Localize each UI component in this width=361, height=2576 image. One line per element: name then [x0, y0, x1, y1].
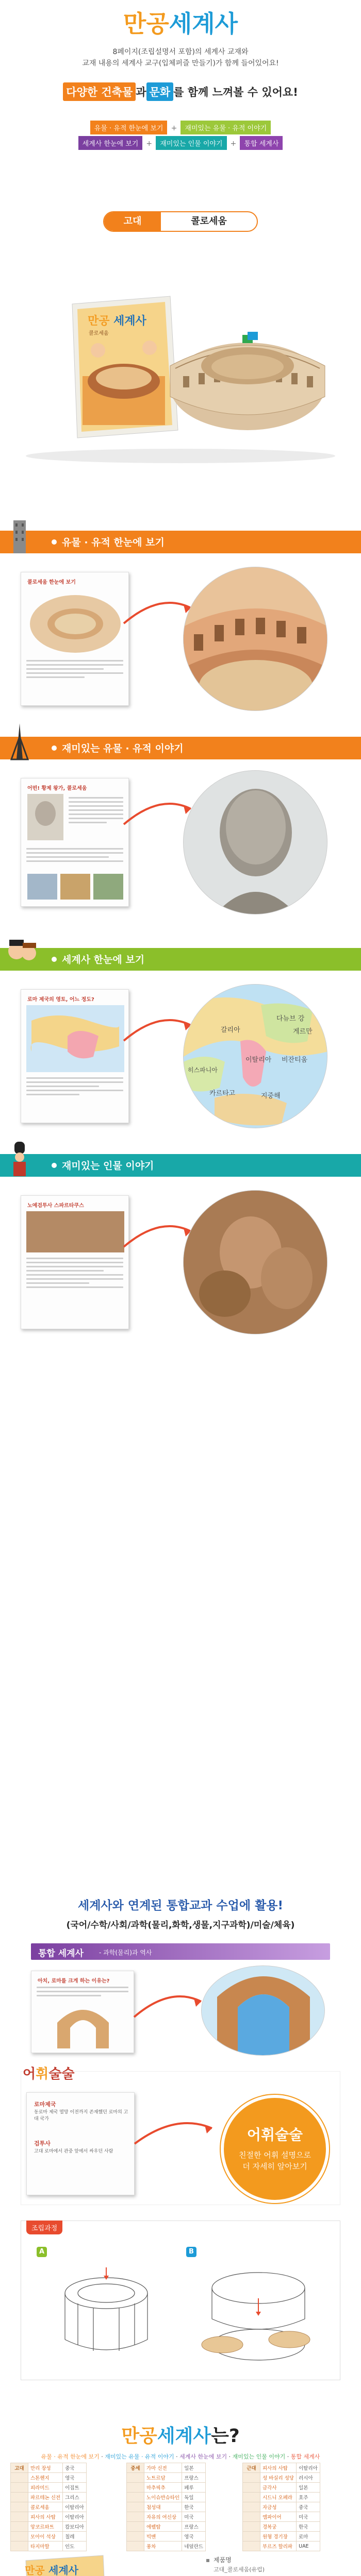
tag-integrated: 통합 세계사: [240, 136, 283, 150]
pointer-arrow-icon: [129, 1986, 206, 2027]
map-label-danube: 다뉴브 강: [276, 1015, 305, 1023]
spec-list: [206, 2555, 356, 2576]
relief-thumbnail: [26, 1211, 124, 1252]
table-row: [127, 2522, 206, 2532]
series-table-right: [242, 2463, 320, 2551]
table-cell-val: 이탈리아: [63, 2502, 87, 2512]
info-title-b: 세계사: [157, 2426, 211, 2447]
table-cell-val: 미국: [182, 2512, 206, 2522]
intro-text: [0, 46, 361, 69]
section-people-story: [0, 1185, 361, 1340]
table-cell-val: 영국: [63, 2473, 87, 2483]
integrated-bar-title: 통합 세계사: [38, 1948, 84, 1959]
table-cell-val: 러시아: [297, 2473, 320, 2483]
era-product-pill: [103, 211, 258, 232]
table-row: [11, 2512, 87, 2522]
map-label-carthage: 카르타고: [209, 1090, 236, 1097]
page-title: [0, 5, 361, 39]
tag-history-overview: 세계사 한눈에 보기: [78, 136, 143, 150]
table-cell-era: [11, 2532, 28, 2541]
table-row: [11, 2541, 87, 2551]
table-row: [127, 2483, 206, 2493]
bust-thumbnail: [27, 794, 63, 840]
table-row: [243, 2483, 320, 2493]
section-integrated: [0, 1965, 361, 2058]
arch-thumbnail: [52, 2002, 114, 2048]
spec-key: 제품명: [214, 2556, 232, 2564]
step-b-badge: B: [186, 2247, 196, 2257]
product-label: 콜로세움: [191, 216, 227, 227]
table-cell-era: [127, 2541, 144, 2551]
table-cell-cat: 에펠탑: [144, 2522, 182, 2532]
assembly-diagram-b: [186, 2262, 331, 2370]
table-cell-era: [243, 2532, 260, 2541]
text-lines: [69, 797, 123, 826]
text-lines: [26, 848, 123, 865]
book-page: [21, 778, 129, 907]
table-row: [243, 2473, 320, 2483]
section-band-people-story: [0, 1139, 361, 1180]
intro-line2: 교재 내용의 세계사 교구(입체퍼즐 만들기)가 함께 들어있어요!: [82, 59, 279, 67]
arch-illustration: [202, 1966, 325, 2056]
table-row: [127, 2541, 206, 2551]
table-cell-cat: 피사의 사탑: [260, 2463, 297, 2473]
title-part1: 만공: [123, 10, 169, 38]
table-cell-val: 독일: [182, 2493, 206, 2502]
table-cell-cat: 만리 장성: [28, 2463, 63, 2473]
table-row: [127, 2512, 206, 2522]
text-lines: [26, 1077, 123, 1098]
band-dot: [52, 1163, 57, 1168]
table-cell-cat: 엠파이어: [260, 2512, 297, 2522]
text-lines: [26, 1258, 123, 1291]
tagline-chip-architecture: 다양한 건축물: [63, 82, 136, 101]
photo-strip: [27, 874, 123, 900]
assembly-diagram-a: [37, 2262, 176, 2370]
eiffel-tower-icon: [4, 721, 35, 762]
table-row: [243, 2502, 320, 2512]
product-hero: [0, 247, 361, 505]
section-history-overview: [0, 979, 361, 1133]
table-row: [243, 2522, 320, 2532]
assembly-section: [21, 2221, 340, 2380]
integrated-history-bar: [31, 1943, 330, 1960]
table-cell-cat: 모아이 석상: [28, 2532, 63, 2541]
zoom-circle: [183, 567, 327, 711]
table-row: [127, 2463, 206, 2473]
table-row: [127, 2532, 206, 2541]
table-cell-era: [11, 2483, 28, 2493]
table-row: [11, 2522, 87, 2532]
table-cell-cat: 피사의 사탑: [28, 2512, 63, 2522]
table-row: [11, 2463, 87, 2473]
vocab-title-pre: 어: [23, 2066, 36, 2082]
table-cell-era: [11, 2502, 28, 2512]
table-cell-era: [127, 2502, 144, 2512]
legend-item: 재미있는 인물 이야기: [232, 2453, 286, 2460]
guard-icon: [4, 1139, 35, 1180]
step-a-badge: A: [37, 2247, 47, 2257]
table-cell-val: 중국: [63, 2463, 87, 2473]
series-table-mid: [126, 2463, 206, 2551]
tag-row-2: [0, 135, 361, 151]
zoom-circle-map: [183, 984, 327, 1128]
table-row: [127, 2502, 206, 2512]
table-cell-cat: 마추픽추: [144, 2483, 182, 2493]
tag-plus: +: [146, 140, 153, 148]
book-page: [26, 2092, 135, 2195]
band-dot: [52, 745, 57, 751]
map-label-german: 게르만: [293, 1028, 313, 1036]
table-cell-cat: 스톤헨지: [28, 2473, 63, 2483]
table-cell-cat: 피라미드: [28, 2483, 63, 2493]
table-row: [11, 2473, 87, 2483]
table-cell-val: 이탈리아: [63, 2512, 87, 2522]
legend-item: 통합 세계사: [290, 2453, 320, 2460]
table-cell-era: [127, 2512, 144, 2522]
table-cell-era: 고대: [11, 2463, 28, 2473]
vocab-highlight-circle: [221, 2095, 329, 2203]
map-label-byzantium: 비잔티움: [282, 1056, 308, 1064]
table-row: [127, 2493, 206, 2502]
table-cell-cat: 성 바실리 성당: [260, 2473, 297, 2483]
info-title-a: 만공: [121, 2426, 157, 2447]
table-cell-era: [11, 2493, 28, 2502]
table-row: [243, 2532, 320, 2541]
table-cell-era: [243, 2522, 260, 2532]
vocab-item1-title: 로마제국: [34, 2101, 56, 2108]
table-cell-val: 그리스: [63, 2493, 87, 2502]
table-cell-val: 한국: [297, 2522, 320, 2532]
table-cell-cat: 시드니 오페라: [260, 2493, 297, 2502]
integrated-bar-subtitle: - 과학(물리)과 역사: [99, 1949, 152, 1956]
table-cell-cat: 원형 경기장: [260, 2532, 297, 2541]
intro-line1: 8페이지(조립설명서 포함)의 세계사 교재와: [112, 48, 249, 56]
table-cell-val: 일본: [297, 2483, 320, 2493]
tower-icon: [4, 515, 35, 556]
zoom-circle-relief: [183, 1190, 327, 1334]
info-title-c: 는?: [211, 2426, 240, 2447]
table-cell-era: [127, 2522, 144, 2532]
series-table-left: [10, 2463, 87, 2551]
table-row: [11, 2483, 87, 2493]
table-cell-val: 캄보디아: [63, 2522, 87, 2532]
table-cell-era: [243, 2493, 260, 2502]
table-cell-val: 이집트: [63, 2483, 87, 2493]
section-label: 재미있는 인물 이야기: [62, 1160, 154, 1172]
table-cell-val: 호주: [297, 2493, 320, 2502]
table-cell-era: 근대: [243, 2463, 260, 2473]
table-row: [11, 2493, 87, 2502]
vocab-item1-text: 동로마 제국 멸망 이전까지 존재했던 로마의 고대 국가: [34, 2110, 128, 2122]
section-label: 세계사 한눈에 보기: [62, 954, 145, 965]
book-page: [21, 989, 129, 1123]
vocab-circle-line2: 더 자세히 알아보기: [242, 2162, 307, 2171]
info-title: [0, 2421, 361, 2448]
table-row: [243, 2512, 320, 2522]
table-cell-val: 인도: [63, 2541, 87, 2551]
integration-subjects: (국어/수학/사회/과학(물리,화학,생물,지구과학)/미술/체육): [66, 1920, 295, 1930]
table-cell-val: 칠레: [63, 2532, 87, 2541]
table-cell-era: [127, 2493, 144, 2502]
table-cell-cat: 금각사: [260, 2483, 297, 2493]
vocab-title-highlight: 휘: [36, 2066, 49, 2082]
tagline-end: 를 함께 느껴볼 수 있어요!: [173, 86, 298, 98]
section-band-relics-overview: [0, 515, 361, 556]
book-page: [21, 572, 129, 706]
book-page-title: 콜로세움 한눈에 보기: [27, 580, 76, 585]
table-cell-era: [243, 2483, 260, 2493]
table-cell-val: 이탈리아: [297, 2463, 320, 2473]
table-cell-val: 페루: [182, 2483, 206, 2493]
table-cell-cat: 타지마할: [28, 2541, 63, 2551]
table-cell-cat: 가마 신전: [144, 2463, 182, 2473]
box-title-1: 만공: [88, 315, 110, 328]
table-cell-era: [11, 2522, 28, 2532]
vocab-title: [23, 2063, 74, 2082]
book-page: [21, 1195, 129, 1329]
book-page-illustration: [26, 588, 124, 655]
table-row: [243, 2463, 320, 2473]
tag-relics-overview: 유물 · 유적 한눈에 보기: [90, 121, 168, 134]
tagline-chip-culture: 문화: [146, 82, 174, 101]
table-cell-val: 일본: [182, 2463, 206, 2473]
relief-illustration: [184, 1191, 327, 1334]
vocab-title-post: 술술: [48, 2066, 75, 2082]
table-cell-cat: 앙코르와트: [28, 2522, 63, 2532]
box-title-2: 세계사: [113, 315, 146, 328]
table-cell-cat: 자금성: [260, 2502, 297, 2512]
bust-illustration: [184, 771, 327, 914]
table-cell-era: 중세: [127, 2463, 144, 2473]
box-subtitle: 콜로세움: [89, 331, 109, 336]
table-row: [243, 2493, 320, 2502]
map-label-gallia: 갈리아: [221, 1026, 240, 1034]
zoom-circle-arch: [201, 1965, 325, 2056]
section-band-relics-story: [0, 721, 361, 762]
text-lines: [37, 1987, 128, 1999]
map-illustration: [184, 985, 327, 1128]
spec-value: 고대_콜로세움(유럽): [214, 2566, 265, 2573]
table-cell-era: [11, 2541, 28, 2551]
tagline: [0, 82, 361, 101]
table-cell-cat: 경복궁: [260, 2522, 297, 2532]
vocab-item2-text: 고대 로마에서 관중 앞에서 싸우던 사람: [34, 2149, 113, 2154]
table-cell-val: 한국: [182, 2502, 206, 2512]
assembly-tag: 조립과정: [26, 2221, 62, 2234]
table-cell-cat: 콜로세움: [28, 2502, 63, 2512]
spec-row: [206, 2555, 356, 2573]
vocab-item2-title: 검투사: [34, 2140, 51, 2147]
section-relics-overview: [0, 562, 361, 716]
table-cell-val: 중국: [297, 2502, 320, 2512]
table-cell-val: 프랑스: [182, 2522, 206, 2532]
vocab-circle-line1: 친절한 어휘 설명으로: [239, 2150, 311, 2160]
table-cell-era: [11, 2512, 28, 2522]
book-page-title: 아치, 로마를 크게 하는 이유는?: [38, 1978, 110, 1984]
table-cell-cat: 노이슈반슈타인: [144, 2493, 182, 2502]
table-cell-val: 네덜란드: [182, 2541, 206, 2551]
integration-heading: 세계사와 연계된 통합교과 수업에 활용!: [77, 1899, 283, 1912]
tagline-mid: 과: [136, 86, 146, 98]
title-part2: 세계사: [169, 10, 238, 38]
tag-relics-story: 재미있는 유물 · 유적 이야기: [180, 121, 271, 134]
map-label-hispania: 히스파니아: [188, 1066, 218, 1074]
zoom-illustration: [184, 567, 327, 711]
table-cell-era: [127, 2483, 144, 2493]
table-cell-era: [127, 2532, 144, 2541]
table-cell-cat: 풍차: [144, 2541, 182, 2551]
era-label: 고대: [104, 212, 161, 231]
table-row: [11, 2502, 87, 2512]
table-row: [243, 2541, 320, 2551]
band-dot: [52, 957, 57, 962]
band-dot: [52, 539, 57, 545]
table-row: [127, 2473, 206, 2483]
tag-row-1: [0, 120, 361, 135]
mini-map: [26, 1005, 124, 1072]
tag-people-story: 재미있는 인물 이야기: [156, 136, 226, 150]
bottom-box-title-1: 만공: [25, 2564, 45, 2576]
character-icon: [4, 933, 40, 974]
section-band-history-overview: [0, 933, 361, 974]
table-cell-val: 로마: [297, 2532, 320, 2541]
zoom-circle-bust: [183, 770, 327, 914]
legend-item: 유물 · 유적 한눈에 보기: [41, 2453, 100, 2460]
legend-item: 세계사 한눈에 보기: [179, 2453, 227, 2460]
book-page-title: 어떤! 황제 왕가, 콜로세움: [27, 786, 87, 791]
book-page-title: 노예검투사 스파르타쿠스: [27, 1203, 84, 1209]
text-lines: [26, 660, 123, 681]
table-cell-cat: 자유의 여신상: [144, 2512, 182, 2522]
section-label: 재미있는 유물 · 유적 이야기: [62, 743, 184, 754]
table-cell-era: [127, 2473, 144, 2483]
table-cell-cat: 빅벤: [144, 2532, 182, 2541]
table-cell-cat: 노트르담: [144, 2473, 182, 2483]
table-cell-val: 영국: [182, 2532, 206, 2541]
table-cell-cat: 첨성대: [144, 2502, 182, 2512]
colosseum-model: [170, 332, 325, 430]
table-cell-cat: 부르즈 할리파: [260, 2541, 297, 2551]
table-cell-val: UAE: [297, 2541, 320, 2551]
table-cell-val: 미국: [297, 2512, 320, 2522]
legend-item: 재미있는 유물 · 유적 이야기: [105, 2453, 174, 2460]
tag-plus: +: [171, 124, 177, 132]
book-page-title: 로마 제국의 영토, 어느 정도?: [27, 997, 94, 1003]
pointer-arrow-icon: [129, 2113, 217, 2154]
section-relics-story: [0, 768, 361, 917]
info-legend: 유물 · 유적 한눈에 보기 · 재미있는 유물 · 유적 이야기 · 세계사 한눈에 보기 · 재미있는 인물 이야기 · 통합 세계사: [41, 2453, 320, 2460]
book-page: [31, 1971, 134, 2053]
table-cell-era: [243, 2502, 260, 2512]
table-cell-era: [243, 2541, 260, 2551]
product-hero-illustration: [0, 247, 361, 505]
map-label-mediterranean: 지중해: [261, 1092, 281, 1100]
section-label: 유물 · 유적 한눈에 보기: [62, 537, 165, 548]
bottom-box-title: [25, 2561, 92, 2576]
table-cell-val: 프랑스: [182, 2473, 206, 2483]
table-cell-era: [11, 2473, 28, 2483]
table-cell-cat: 파르테논 신전: [28, 2493, 63, 2502]
tag-plus: +: [230, 140, 237, 148]
table-cell-era: [243, 2512, 260, 2522]
vocab-circle-title: 어휘술술: [247, 2126, 303, 2143]
table-row: [11, 2532, 87, 2541]
bottom-box-title-2: 세계사: [48, 2564, 78, 2576]
table-cell-era: [243, 2473, 260, 2483]
header: [0, 0, 361, 258]
map-label-italy: 이탈리아: [245, 1056, 272, 1064]
